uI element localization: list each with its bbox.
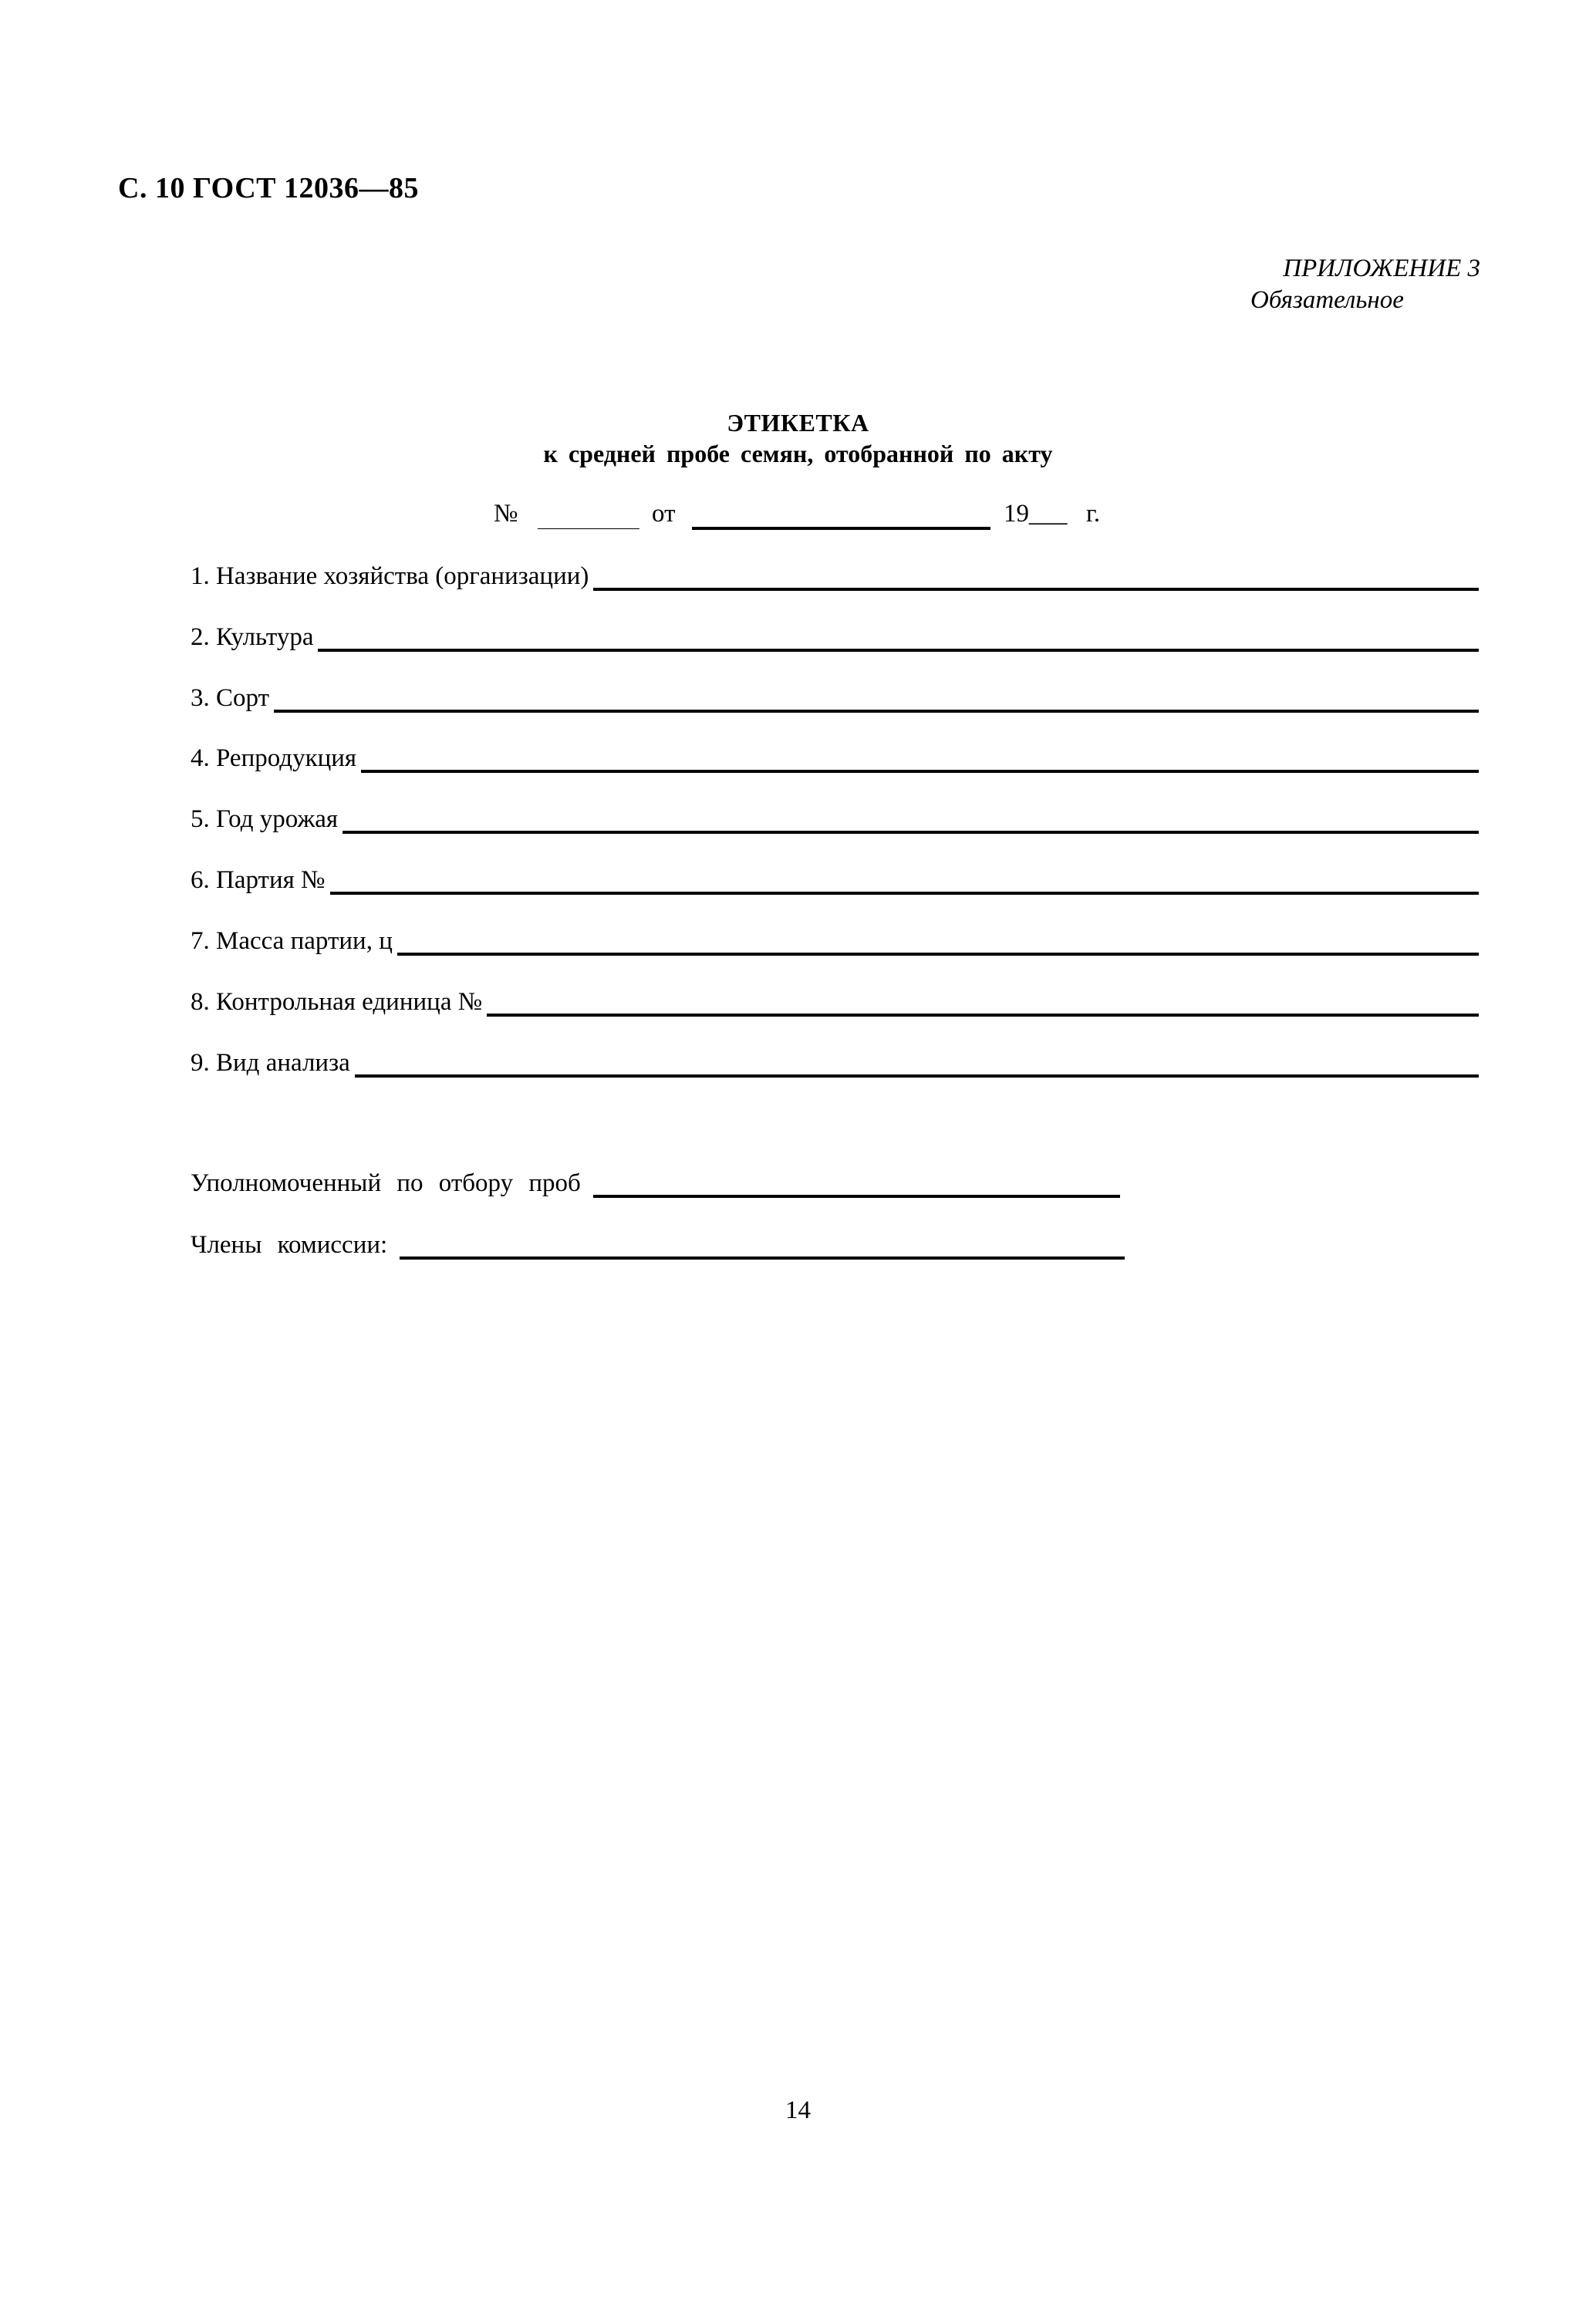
year-suffix: г.: [1086, 500, 1101, 528]
field-label: 2. Культура: [191, 623, 314, 651]
field-row: [191, 922, 1479, 956]
field-row: [191, 679, 1479, 713]
number-sign: №: [494, 500, 518, 528]
field-row: [191, 557, 1479, 591]
field-label: 4. Репродукция: [191, 744, 357, 772]
label-subtitle: к средней пробе семян, отобранной по акту: [543, 440, 1053, 467]
field-blank[interactable]: [397, 953, 1479, 956]
field-blank[interactable]: [318, 649, 1479, 652]
act-number-blank[interactable]: [538, 528, 639, 529]
appendix-status: Обязательное: [1250, 286, 1404, 314]
sampler-signature-blank[interactable]: [593, 1195, 1120, 1198]
field-label: 8. Контрольная единица №: [191, 988, 483, 1016]
field-label: 5. Год урожая: [191, 805, 339, 833]
field-blank[interactable]: [330, 892, 1479, 895]
field-blank[interactable]: [274, 710, 1479, 713]
field-row: [191, 739, 1479, 773]
field-label: 3. Сорт: [191, 684, 269, 712]
field-label: 6. Партия №: [191, 866, 326, 894]
commission-signature-row: [191, 1226, 1125, 1260]
commission-label: Члены комиссии:: [191, 1231, 388, 1259]
year-prefix: 19___: [1004, 500, 1068, 528]
field-label: 1. Название хозяйства (организации): [191, 562, 589, 590]
field-label: 9. Вид анализа: [191, 1049, 350, 1077]
running-head: С. 10 ГОСТ 12036—85: [118, 172, 419, 204]
field-blank[interactable]: [361, 770, 1479, 773]
act-date-blank[interactable]: [692, 527, 990, 530]
field-blank[interactable]: [342, 831, 1479, 834]
label-title: ЭТИКЕТКА: [727, 409, 869, 437]
field-blank[interactable]: [487, 1014, 1479, 1017]
field-row: [191, 1044, 1479, 1078]
appendix-title: ПРИЛОЖЕНИЕ 3: [1283, 255, 1480, 282]
commission-signature-blank[interactable]: [400, 1257, 1125, 1260]
from-word: от: [652, 500, 676, 528]
field-row: [191, 618, 1479, 652]
sampler-signature-row: [191, 1164, 1120, 1198]
field-label: 7. Масса партии, ц: [191, 927, 393, 955]
field-blank[interactable]: [355, 1074, 1479, 1078]
field-row: [191, 800, 1479, 834]
sampler-label: Уполномоченный по отбору проб: [191, 1169, 581, 1197]
page-number: 14: [785, 2096, 811, 2124]
field-blank[interactable]: [593, 588, 1479, 591]
field-row: [191, 861, 1479, 895]
field-row: [191, 983, 1479, 1017]
